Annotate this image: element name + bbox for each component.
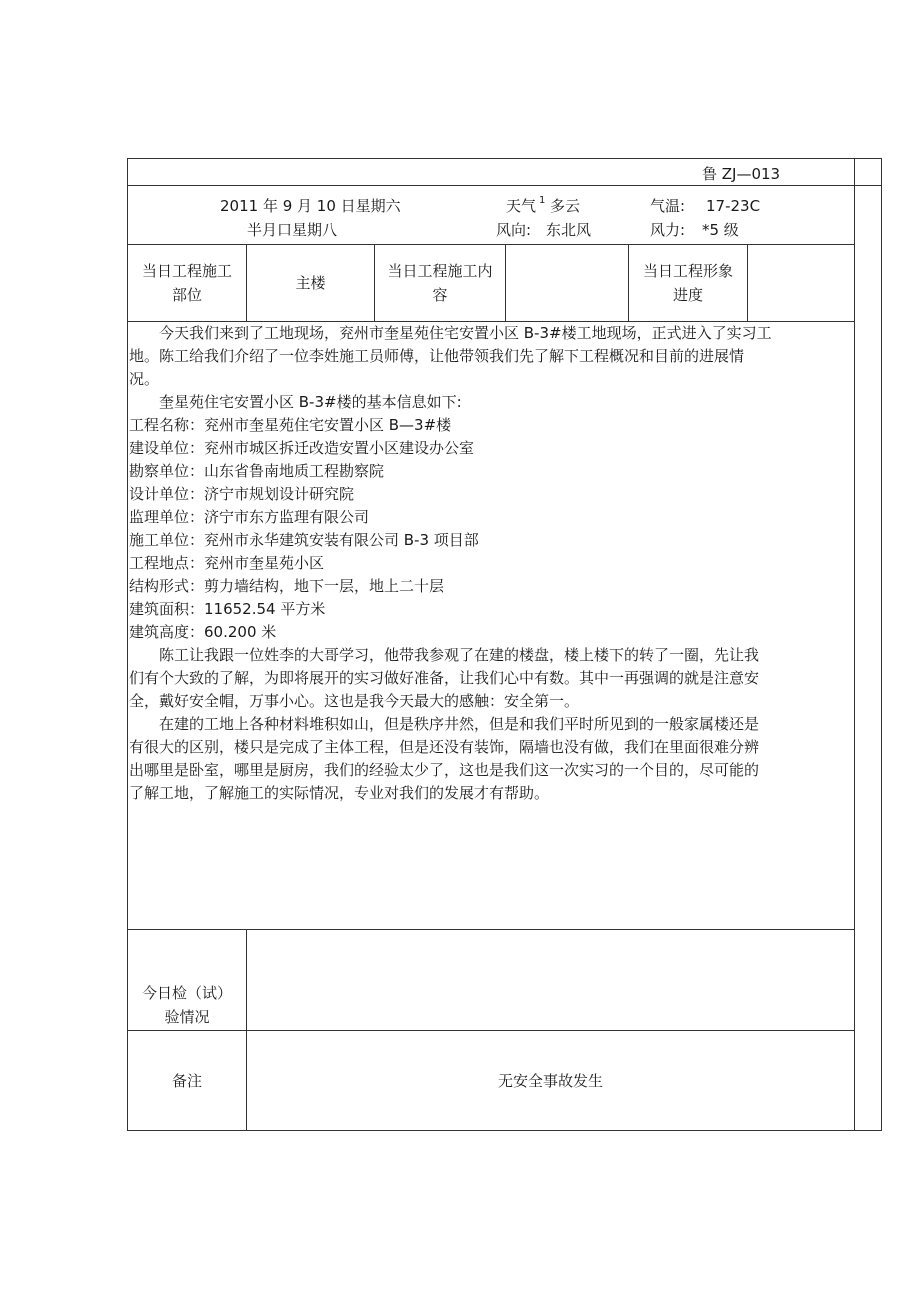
border-header-bottom xyxy=(127,185,882,186)
remarks-label: 备注 xyxy=(171,1071,202,1090)
border-bottom xyxy=(127,1130,882,1131)
body-line: 们有个大致的了解，为即将展开的实习做好准备，让我们心中有数。其中一再强调的就是注意安 xyxy=(129,669,760,687)
log-date: 2011 年 9 月 10 日星期六 xyxy=(220,197,401,215)
remarks-value: 无安全事故发生 xyxy=(497,1071,603,1090)
body-line: 工程名称：兖州市奎星苑住宅安置小区 B—3#楼 xyxy=(129,416,452,434)
body-line: 建筑高度：60.200 米 xyxy=(129,623,277,641)
construction-part-label: 当日工程施工 部位 xyxy=(141,262,232,304)
progress-value xyxy=(748,245,854,321)
body-line: 建设单位：兖州市城区拆迁改造安置小区建设办公室 xyxy=(129,439,475,457)
progress-label: 当日工程形象 进度 xyxy=(642,262,733,304)
half-month-label: 半月口星期八 xyxy=(247,221,338,239)
body-line: 奎星苑住宅安置小区 B-3#楼的基本信息如下: xyxy=(129,393,462,411)
construction-content-value xyxy=(506,245,628,321)
inspection-value xyxy=(247,930,854,1030)
weather-value: 多云 xyxy=(550,197,581,215)
body-line: 建筑面积：11652.54 平方米 xyxy=(129,600,326,618)
body-line: 今天我们来到了工地现场，兖州市奎星苑住宅安置小区 B-3#楼工地现场，正式进入了实习工 xyxy=(129,324,772,342)
body-line: 地。陈工给我们介绍了一位李姓施工员师傅，让他带领我们先了解下工程概况和目前的进展情 xyxy=(129,347,745,365)
body-line: 工程地点：兖州市奎星苑小区 xyxy=(129,554,325,572)
body-line: 了解工地，了解施工的实际情况，专业对我们的发展才有帮助。 xyxy=(129,784,550,802)
body-line: 出哪里是卧室，哪里是厨房，我们的经验太少了，这也是我们这一次实习的一个目的，尽可能的 xyxy=(129,761,760,779)
body-line: 设计单位：济宁市规划设计研究院 xyxy=(129,485,355,503)
border-outer-right xyxy=(881,158,882,1131)
wind-force-value: *5 级 xyxy=(702,221,739,239)
form-code: 鲁 ZJ—013 xyxy=(702,165,781,183)
body-line: 在建的工地上各种材料堆积如山，但是秩序井然，但是和我们平时所见到的一般家属楼还是 xyxy=(129,715,760,733)
body-line: 况。 xyxy=(129,370,160,388)
weather-mark: 1 xyxy=(539,195,546,206)
body-line: 有很大的区别，楼只是完成了主体工程，但是还没有装饰，隔墙也没有做，我们在里面很难分辨 xyxy=(129,738,760,756)
body-line: 监理单位：济宁市东方监理有限公司 xyxy=(129,508,370,526)
weather-label: 天气 xyxy=(506,197,537,215)
construction-content-label: 当日工程施工内 容 xyxy=(387,262,493,304)
wind-force-label: 风力: xyxy=(650,221,686,239)
wind-direction-label: 风向: xyxy=(496,221,532,239)
temperature-label: 气温: xyxy=(650,197,686,215)
body-line: 勘察单位：山东省鲁南地质工程勘察院 xyxy=(129,462,385,480)
construction-part-value: 主楼 xyxy=(295,274,326,292)
border-top xyxy=(127,158,882,159)
body-line: 全，戴好安全帽，万事小心。这也是我今天最大的感触：安全第一。 xyxy=(129,692,580,710)
temperature-value: 17-23C xyxy=(706,197,761,215)
inspection-label: 今日检（试） 验情况 xyxy=(141,984,232,1026)
log-body xyxy=(129,322,853,805)
body-line: 陈工让我跟一位姓李的大哥学习，他带我参观了在建的楼盘，楼上楼下的转了一圈，先让我 xyxy=(129,646,760,664)
body-line: 施工单位：兖州市永华建筑安装有限公司 B-3 项目部 xyxy=(129,531,479,549)
body-line: 结构形式：剪力墙结构，地下一层，地上二十层 xyxy=(129,577,445,595)
wind-direction-value: 东北风 xyxy=(546,221,592,239)
border-inner-right xyxy=(854,158,855,1131)
